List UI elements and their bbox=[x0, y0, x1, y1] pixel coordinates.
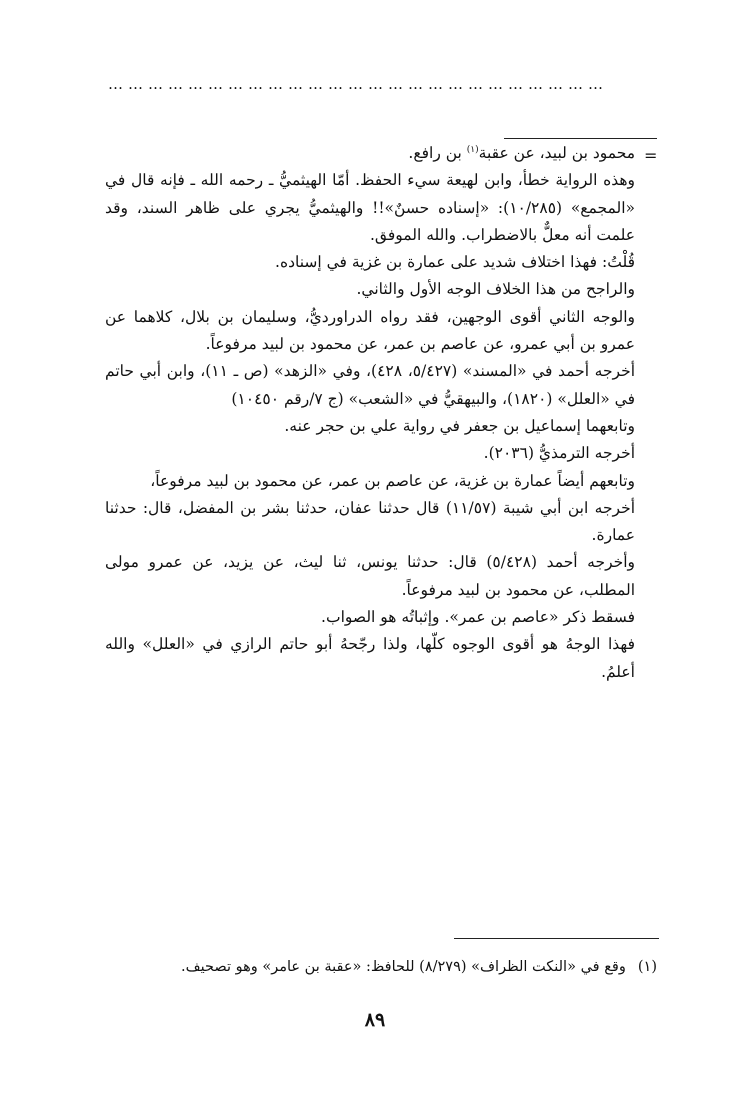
paragraph-3: قُلْتُ: فهذا اختلاف شديد على عمارة بن غزية في إسناده. bbox=[275, 253, 635, 272]
paragraph-2: وهذه الرواية خطأ، وابن لهيعة سيء الحفظ. أمّا الهيثميُّ ـ رحمه الله ـ فإنه قال في «المجمع» (١٠/٢٨٥): «إسناده حسنٌ»!! والهيثميُّ يجري على ظاهر السند، وقد علمت أنه معلٌّ بالاضطراب. والله الموفق. bbox=[105, 171, 636, 244]
footnote-ref: (١) bbox=[466, 144, 479, 155]
paragraph-13: فهذا الوجهُ هو أقوى الوجوه كلّها، ولذا رجّحهُ أبو حاتم الرازي في «العلل» والله أعلمُ. bbox=[105, 635, 635, 681]
paragraph-12: فسقط ذكر «عاصم بن عمر». وإثباتُه هو الصواب. bbox=[321, 608, 635, 627]
paragraph-5: والوجه الثاني أقوى الوجهين، فقد رواه الدراورديُّ، وسليمان بن بلال، كلاهما عن عمرو بن أبي عمرو، عن عاصم بن عمر، عن محمود بن لبيد مرفوعاً. bbox=[105, 307, 635, 354]
main-text bbox=[105, 140, 635, 686]
continuation-mark: = bbox=[644, 146, 658, 165]
footnote-rule bbox=[454, 938, 659, 939]
dotted-separator: ………………………………………………………………… bbox=[108, 78, 608, 90]
page-number: ٨٩ bbox=[364, 1009, 386, 1031]
paragraph-4: والراجح من هذا الخلاف الوجه الأول والثاني. bbox=[356, 280, 635, 299]
paragraph-10: أخرجه ابن أبي شيبة (١١/٥٧) قال حدثنا عفان، حدثنا بشر بن المفضل، قال: حدثنا عمارة. bbox=[105, 498, 635, 545]
paragraph-6: أخرجه أحمد في «المسند» (٥/٤٢٧، ٤٢٨)، وفي «الزهد» (ص ـ ١١)، وابن أبي حاتم في «العلل» (١٨٢٠)، والبيهقيُّ في «الشعب» (ج ٧/رقم ١٠٤٥٠) bbox=[105, 362, 635, 408]
footnote-text: وقع في «النكت الظراف» (٨/٢٧٩) للحافظ: «عقبة بن عامر» وهو تصحيف. bbox=[181, 959, 626, 975]
paragraph-1: محمود بن لبيد، عن عقبة$^{(١)}$ بن رافع. bbox=[408, 144, 635, 162]
footnote-number: (١) bbox=[637, 959, 657, 975]
footnote bbox=[105, 955, 657, 979]
paragraph-8: أخرجه الترمذيُّ (٢٠٣٦). bbox=[483, 444, 635, 463]
top-rule bbox=[504, 138, 657, 139]
paragraph-7: وتابعهما إسماعيل بن جعفر في رواية علي بن حجر عنه. bbox=[284, 416, 635, 435]
paragraph-9: وتابعهم أيضاً عمارة بن غزية، عن عاصم بن عمر، عن محمود بن لبيد مرفوعاً، bbox=[150, 471, 635, 490]
paragraph-11: وأخرجه أحمد (٥/٤٢٨) قال: حدثنا يونس، ثنا ليث، عن يزيد، عن عمرو مولى المطلب، عن محمود بن لبيد مرفوعاً. bbox=[105, 553, 635, 599]
